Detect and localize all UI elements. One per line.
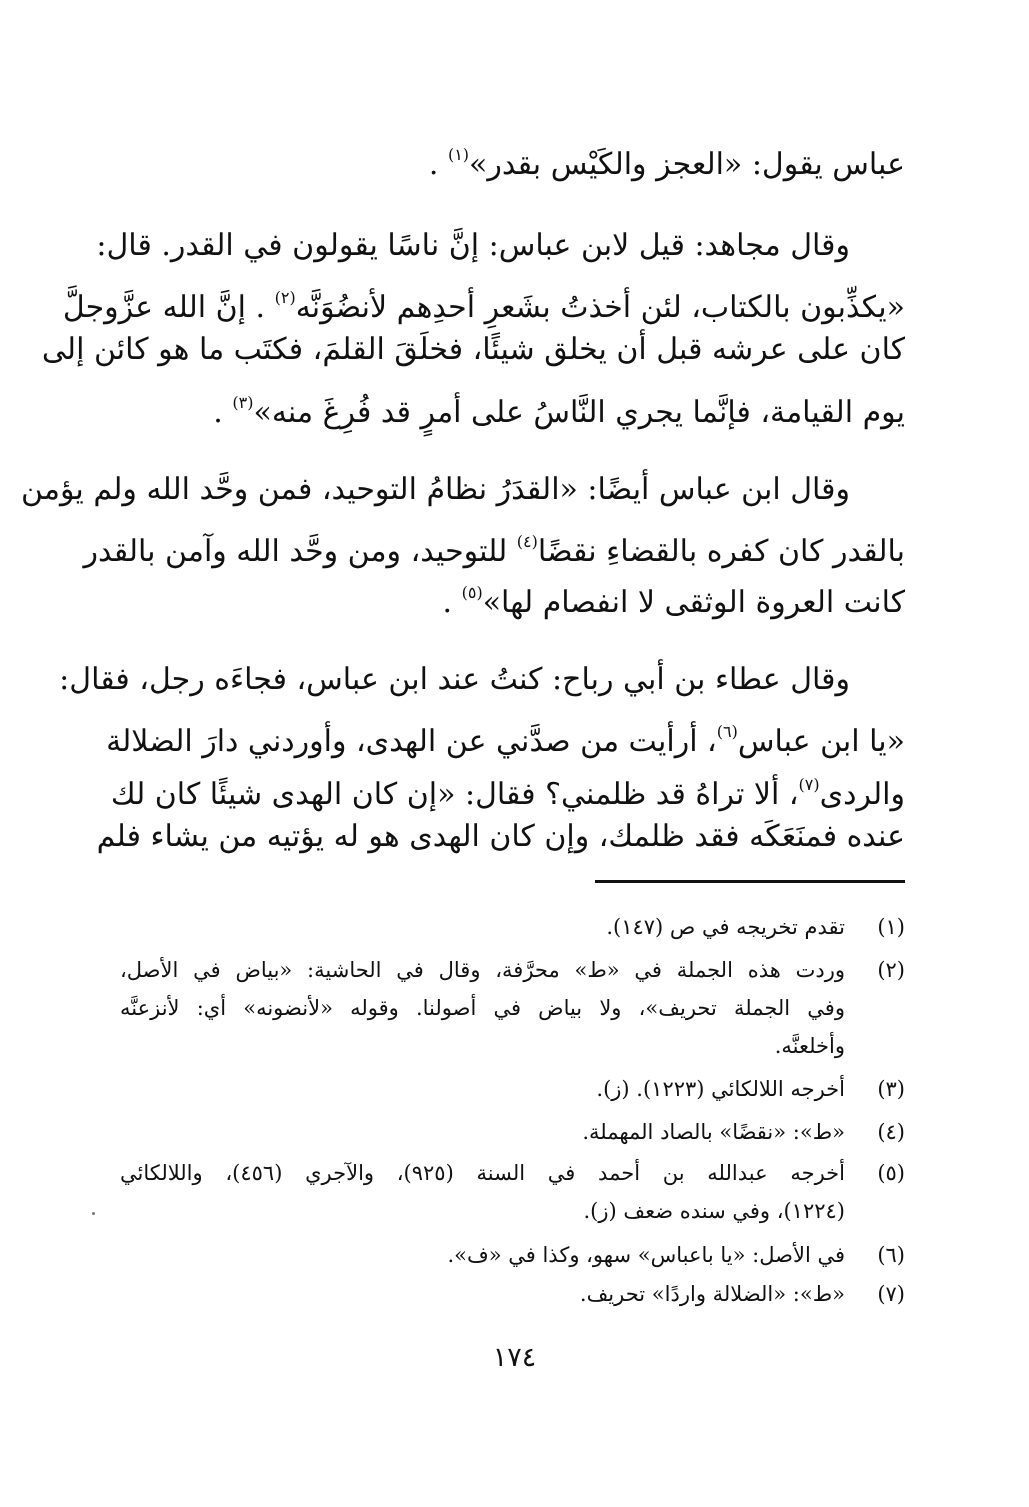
paragraph-3-line-2: [83, 522, 905, 572]
text-segment: يوم القيامة، فإنَّما يجري النَّاسُ على أمرٍ قد فُرِغَ منه»: [253, 395, 905, 430]
text-segment: بالقدر كان كفره بالقضاءِ نقضًا: [537, 534, 905, 569]
footnote-number: (٥): [877, 1161, 905, 1185]
paragraph-3-line-1: وقال ابن عباس أيضًا: «القدَرُ نظامُ التوحيد، فمن وحَّد الله ولم يؤمن: [21, 472, 850, 507]
text-segment: ، أرأيت من صدَّني عن الهدى، وأوردني دارَ الضلالة: [106, 724, 717, 759]
paragraph-1-line-1: [429, 135, 905, 185]
text-segment: للتوحيد، ومن وحَّد الله وآمن بالقدر: [83, 534, 508, 569]
footnote-number: (٤): [877, 1120, 905, 1144]
footnote-text: في الأصل: «يا باعباس» سهو، وكذا في «ف».: [447, 1243, 845, 1267]
text-segment: «يكذِّبون بالكتاب، لئن أخذتُ بشَعرِ أحدِهم لأنضُوَنَّه: [295, 290, 905, 325]
paragraph-2-line-2: [62, 278, 905, 328]
footnote-text-line-3: وأخلعنَّه.: [774, 1034, 845, 1058]
footnote-ref: (٧): [798, 775, 820, 794]
text-segment: كانت العروة الوثقى لا انفصام لها»: [482, 585, 905, 620]
paragraph-2-line-4: [213, 383, 905, 433]
footnote-text-line-2: (١٢٢٤)، وفي سنده ضعف (ز).: [583, 1199, 845, 1223]
text-segment: عباس يقول: «العجز والكَيْس بقدر»: [469, 147, 905, 182]
footnote-ref: (٥): [461, 583, 483, 602]
footnote-text-line-1: أخرجه عبدالله بن أحمد في السنة (٩٢٥)، والآجري (٤٥٦)، واللالكائي: [120, 1161, 845, 1185]
text-segment: .: [442, 585, 453, 620]
footnote-text: تقدم تخريجه في ص (١٤٧).: [606, 915, 845, 939]
paragraph-4-line-1: وقال عطاء بن أبي رباح: كنتُ عند ابن عباس، فجاءَه رجل، فقال:: [59, 662, 850, 697]
footnote-separator: [595, 880, 905, 883]
text-segment: . إنَّ الله عزَّوجلَّ: [62, 290, 266, 325]
paragraph-4-line-3: [110, 765, 905, 815]
footnote-number: (١): [877, 915, 905, 939]
footnote-text: «ط»: «نقضًا» بالصاد المهملة.: [582, 1120, 845, 1144]
text-segment: «يا ابن عباس: [737, 724, 905, 759]
footnote-text-line-2: وفي الجملة تحريف»، ولا بياض في أصولنا. وقوله «لأنضونه» أي: لأنزعنَّه: [120, 996, 845, 1020]
footnote-ref: (٢): [274, 288, 296, 307]
text-segment: ، ألا تراهُ قد ظلمني؟ فقال: «إن كان الهدى شيئًا كان لك: [110, 777, 799, 812]
paragraph-3-line-3: [443, 573, 905, 623]
scan-speck: [92, 1212, 95, 1215]
paragraph-2-line-1: وقال مجاهد: قيل لابن عباس: إنَّ ناسًا يقولون في القدر. قال:: [96, 228, 850, 263]
footnote-text-line-1: وردت هذه الجملة في «ط» محرَّفة، وقال في الحاشية: «بياض في الأصل،: [120, 958, 845, 982]
footnote-number: (٢): [877, 958, 905, 982]
footnote-text: أخرجه اللالكائي (١٢٢٣). (ز).: [596, 1077, 845, 1101]
paragraph-4-line-2: [106, 712, 905, 762]
footnote-number: (٣): [877, 1077, 905, 1101]
page-number: ١٧٤: [492, 1342, 537, 1373]
footnote-text: «ط»: «الضلالة واردًا» تحريف.: [579, 1282, 845, 1306]
document-page: [21, 0, 905, 1507]
footnote-ref: (٤): [516, 532, 538, 551]
footnote-ref: (١): [447, 145, 470, 164]
footnote-ref: (٣): [232, 393, 254, 412]
paragraph-4-line-4: عنده فمنَعَكَه فقد ظلمك، وإن كان الهدى هو له يؤتيه من يشاء فلم: [96, 819, 905, 854]
paragraph-2-line-3: كان على عرشه قبل أن يخلق شيئًا، فخلَقَ القلمَ، فكتَب ما هو كائن إلى: [41, 332, 905, 367]
footnote-ref: (٦): [716, 722, 738, 741]
text-segment: والردى: [819, 777, 905, 812]
text-segment: .: [213, 395, 223, 430]
footnote-number: (٧): [877, 1282, 905, 1306]
footnote-number: (٦): [877, 1243, 905, 1267]
text-segment: .: [428, 147, 439, 182]
